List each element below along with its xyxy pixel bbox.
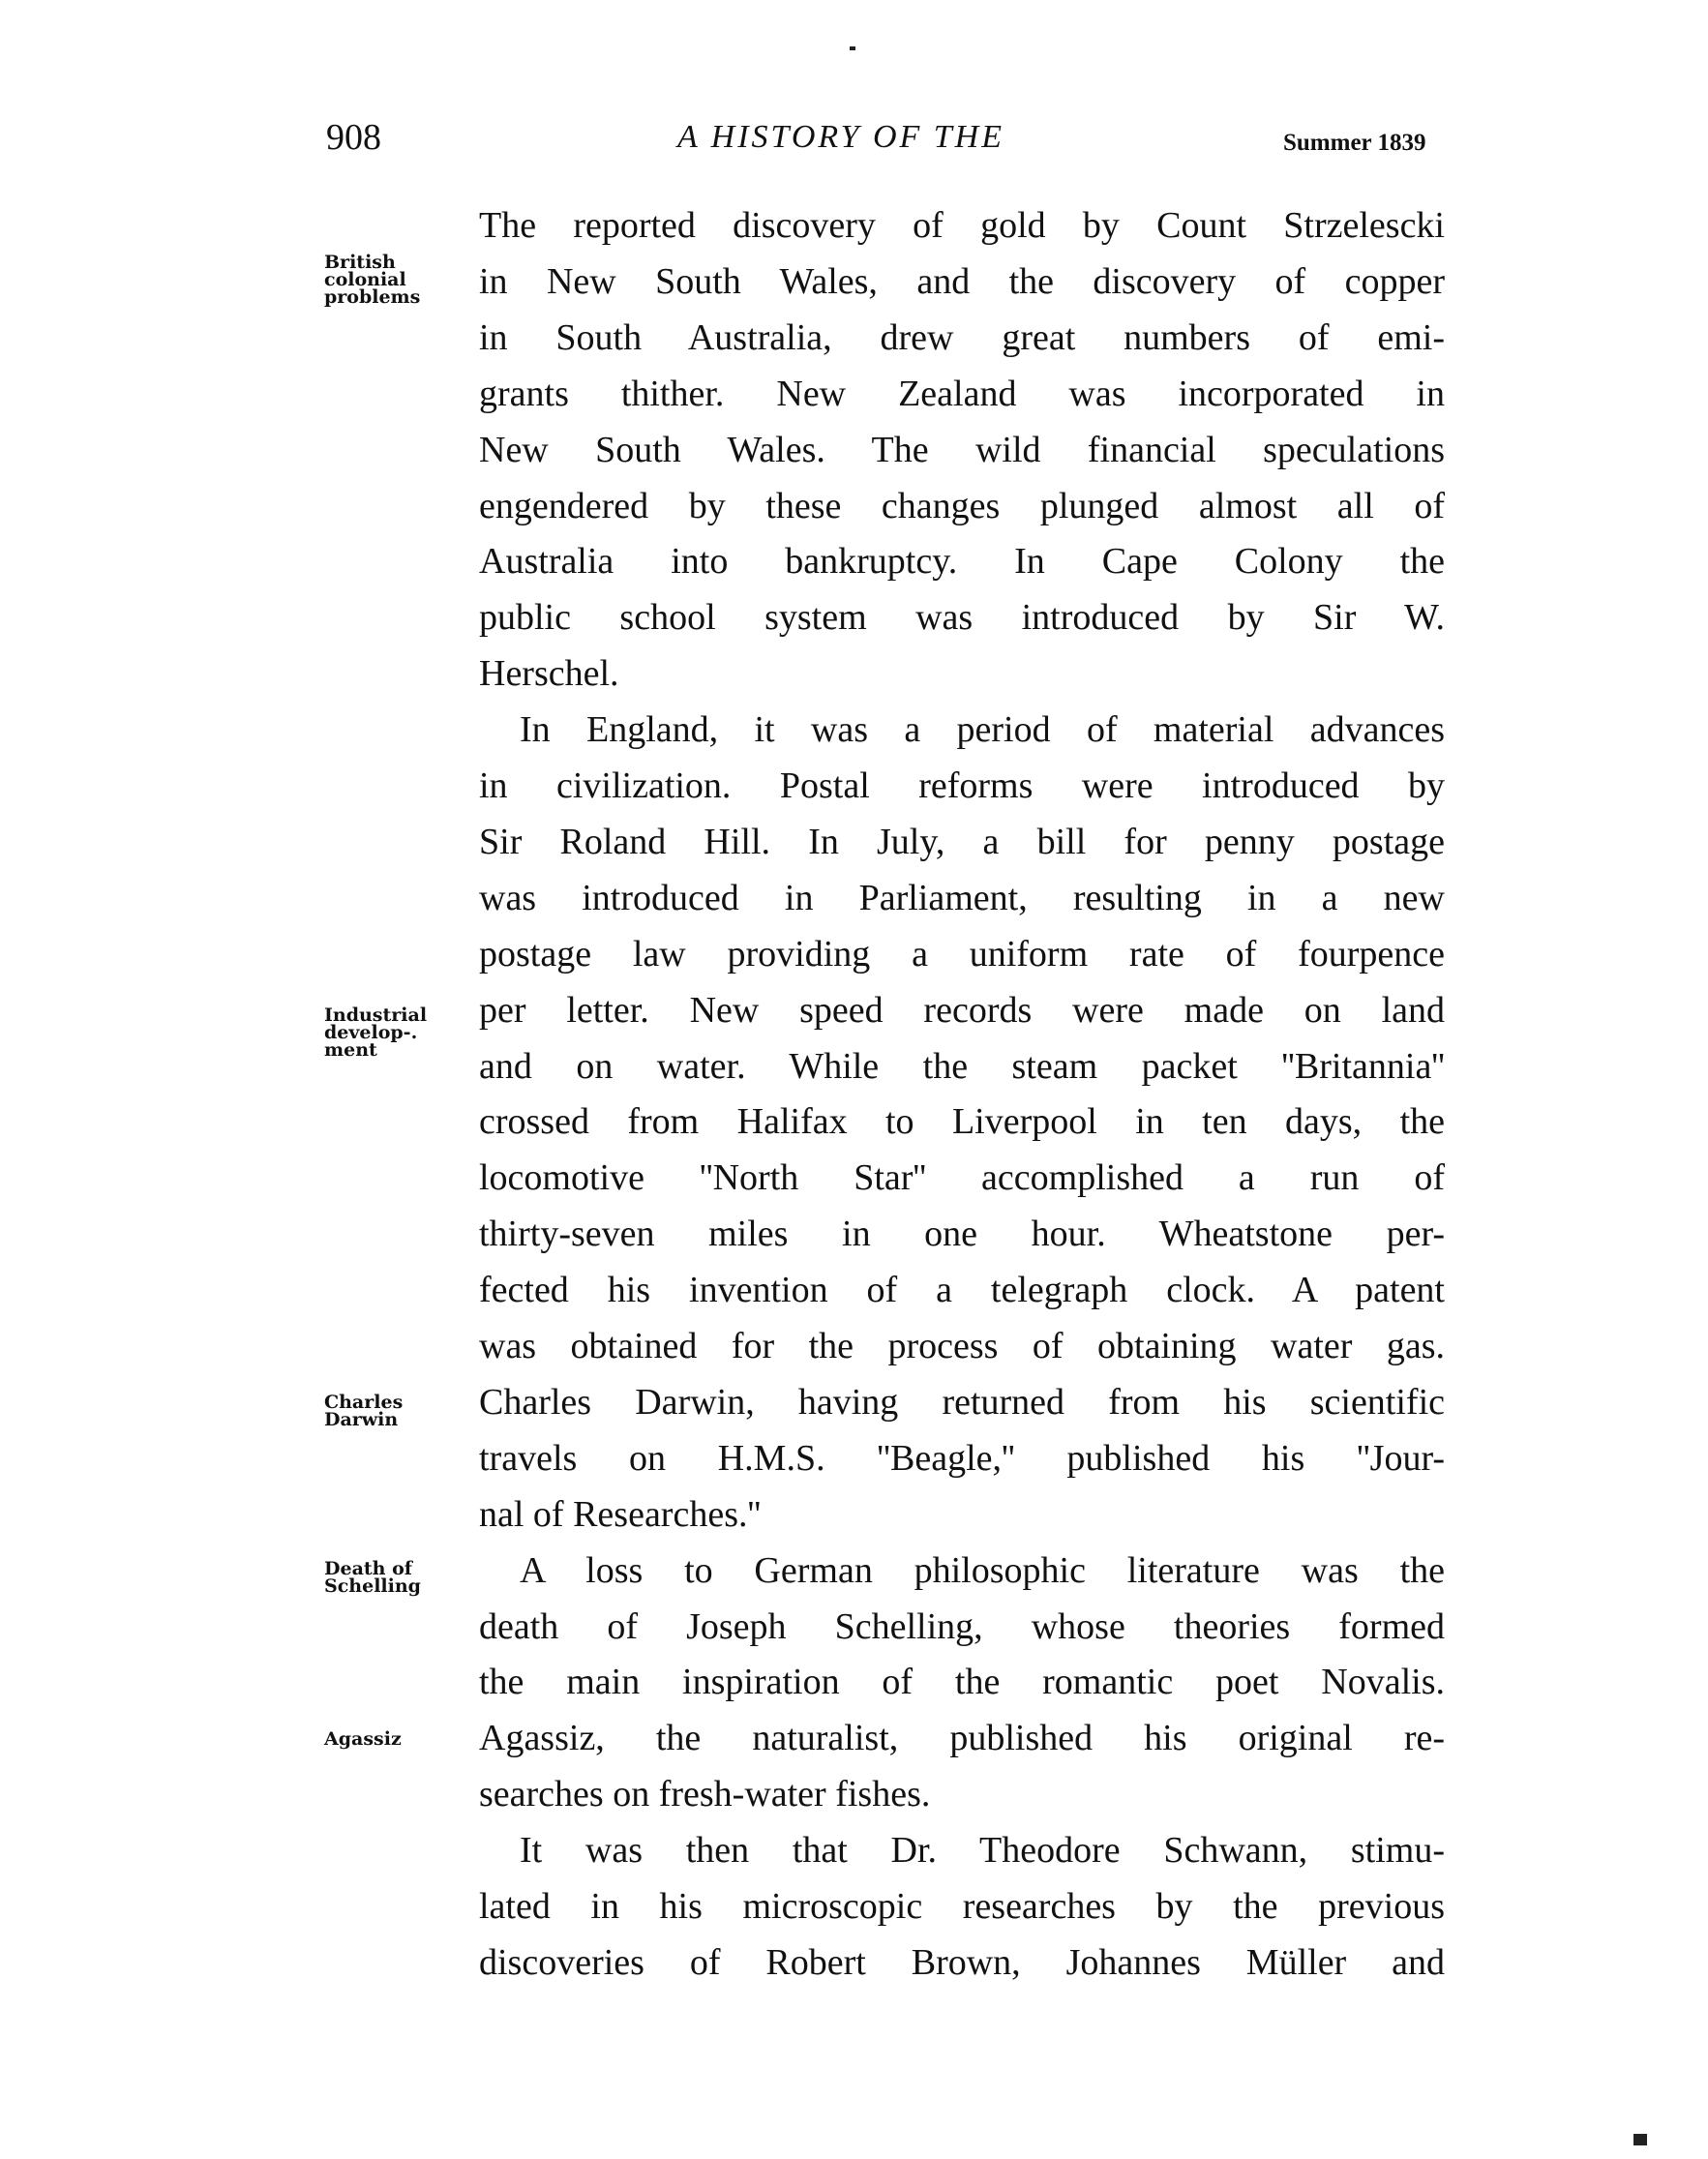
text-line: in civilization. Postal reforms were introduced by bbox=[479, 765, 1445, 806]
text-line: In England, it was a period of material advances bbox=[520, 709, 1445, 751]
page-number: 908 bbox=[326, 117, 381, 158]
text-line: Charles Darwin, having returned from his scientific bbox=[479, 1381, 1445, 1423]
running-date: Summer 1839 bbox=[1283, 130, 1426, 156]
margin-note: Death of Schelling bbox=[324, 1558, 421, 1597]
text-line: lated in his microscopic researches by the previous bbox=[479, 1886, 1445, 1927]
margin-note: Charles Darwin bbox=[324, 1392, 404, 1430]
running-title: A HISTORY OF THE bbox=[677, 119, 1004, 155]
margin-note: British colonial problems bbox=[324, 252, 421, 308]
text-line: crossed from Halifax to Liverpool in ten days, the bbox=[479, 1101, 1445, 1143]
text-line: fected his invention of a telegraph clock. A patent bbox=[479, 1270, 1445, 1311]
scan-speck bbox=[850, 46, 855, 50]
text-line: A loss to German philosophic literature was the bbox=[520, 1549, 1445, 1591]
text-line: the main inspiration of the romantic poet Novalis. bbox=[479, 1662, 1445, 1703]
text-line: thirty-seven miles in one hour. Wheatstone per- bbox=[479, 1214, 1445, 1255]
text-line: New South Wales. The wild financial speculations bbox=[479, 429, 1445, 470]
text-line: The reported discovery of gold by Count Strzelescki bbox=[479, 205, 1445, 246]
margin-note: Industrial develop-. ment bbox=[324, 1005, 428, 1061]
text-line: postage law providing a uniform rate of fourpence bbox=[479, 933, 1445, 975]
text-line: in South Australia, drew great numbers of emi- bbox=[479, 316, 1445, 358]
text-line: was introduced in Parliament, resulting in a new bbox=[479, 877, 1445, 918]
text-line: in New South Wales, and the discovery of copper bbox=[479, 260, 1445, 302]
text-line: travels on H.M.S. ''Beagle,'' published his ''Jour- bbox=[479, 1437, 1445, 1479]
text-line: Sir Roland Hill. In July, a bill for penny postage bbox=[479, 821, 1445, 862]
text-line: Australia into bankruptcy. In Cape Colony the bbox=[479, 541, 1445, 583]
text-line: grants thither. New Zealand was incorporated in bbox=[479, 373, 1445, 414]
text-line: and on water. While the steam packet ''Britannia'' bbox=[479, 1045, 1445, 1087]
text-line: nal of Researches.'' bbox=[479, 1493, 762, 1535]
margin-note: Agassiz bbox=[324, 1728, 402, 1750]
text-line: engendered by these changes plunged almost all of bbox=[479, 485, 1445, 526]
text-line: locomotive ''North Star'' accomplished a run of bbox=[479, 1157, 1445, 1199]
text-line: was obtained for the process of obtaining water gas. bbox=[479, 1326, 1445, 1366]
text-line: death of Joseph Schelling, whose theories formed bbox=[479, 1605, 1445, 1647]
text-line: public school system was introduced by Sir W. bbox=[479, 597, 1445, 639]
text-line: discoveries of Robert Brown, Johannes Müller and bbox=[479, 1941, 1445, 1983]
text-line: searches on fresh-water fishes. bbox=[479, 1774, 931, 1815]
text-line: Agassiz, the naturalist, published his original re- bbox=[479, 1718, 1445, 1759]
text-line: per letter. New speed records were made on land bbox=[479, 989, 1445, 1031]
text-line: Herschel. bbox=[479, 653, 619, 695]
scan-speck bbox=[1633, 2134, 1647, 2145]
text-line: It was then that Dr. Theodore Schwann, stimu- bbox=[520, 1830, 1445, 1872]
